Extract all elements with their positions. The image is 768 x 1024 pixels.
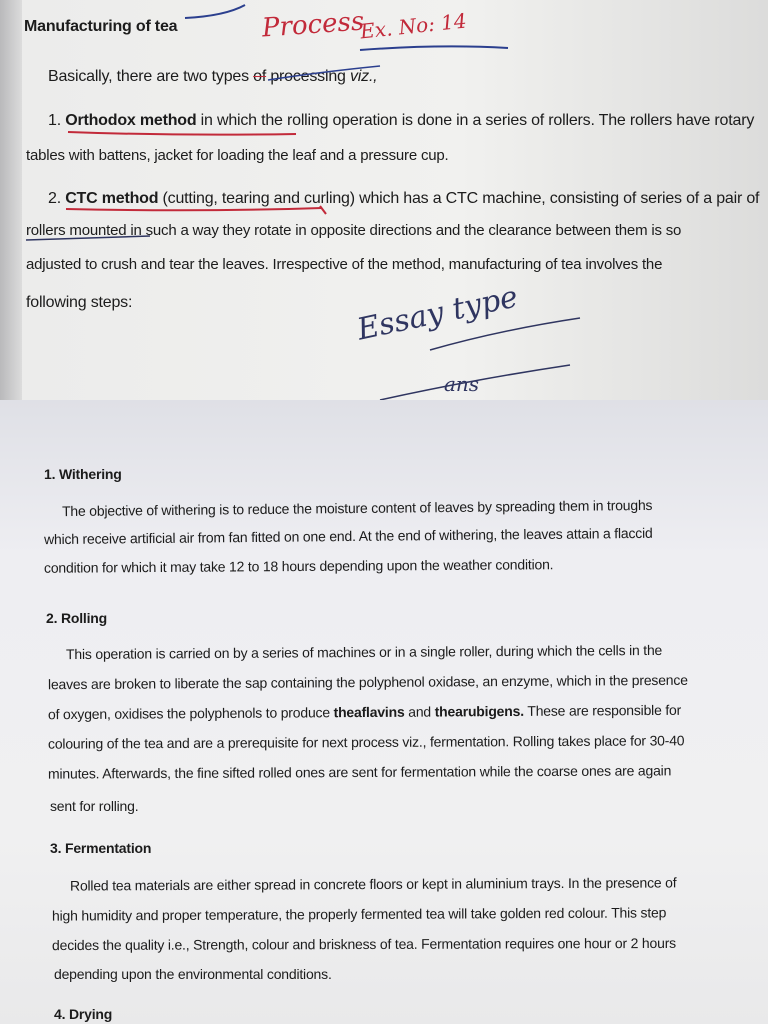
- rolling-line: of oxygen, oxidises the polyphenols to produce theaflavins and thearubigens. These are responsible for: [47, 701, 682, 723]
- rolling-line: This operation is carried on by a series of machines or in a single roller, during which the cells in the: [65, 641, 663, 663]
- item-ctc: 2. CTC method (cutting, tearing and curling) which has a CTC machine, consisting of series of a pair of: [48, 190, 760, 207]
- essay-type-note: Essay type: [354, 279, 521, 348]
- fermentation-line: high humidity and proper temperature, the properly fermented tea will take golden red colour. This step: [51, 904, 667, 924]
- item-orthodox: 1. Orthodox method in which the rolling operation is done in a series of rollers. The rollers have rotary: [48, 112, 755, 129]
- rolling-line: sent for rolling.: [50, 798, 139, 814]
- rolling-line: colouring of the tea and are a prerequisite for next process viz., fermentation. Rolling takes place for 30-40: [47, 732, 685, 752]
- ans-note: ans: [444, 372, 480, 396]
- withering-line: condition for which it may take 12 to 18 hours depending upon the weather condition.: [43, 556, 554, 576]
- section-heading-withering: 1. Withering: [44, 466, 122, 482]
- page-title: Manufacturing of tea: [24, 18, 178, 35]
- section-heading-fermentation: 3. Fermentation: [50, 840, 152, 856]
- fermentation-line: decides the quality i.e., Strength, colour and briskness of tea. Fermentation requires one hour or 2 hours: [51, 934, 676, 954]
- rolling-line: leaves are broken to liberate the sap containing the polyphenol oxidase, an enzyme, which in the presence: [47, 671, 688, 693]
- withering-line: The objective of withering is to reduce the moisture content of leaves by spreading them in troughs: [61, 496, 653, 520]
- withering-line: which receive artificial air from fan fitted on one end. At the end of withering, the leaves attain a flaccid: [43, 524, 653, 548]
- rolling-line: minutes. Afterwards, the fine sifted rolled ones are sent for fermentation while the coarse ones are again: [47, 762, 672, 782]
- intro-line: Basically, there are two types of processing viz.,: [48, 68, 378, 85]
- bottom-page-photo: [0, 400, 768, 1024]
- fermentation-line: Rolled tea materials are either spread in concrete floors or kept in aluminium trays. In the presence of: [69, 874, 677, 894]
- item-ctc-line4: following steps:: [26, 294, 133, 311]
- red-handwritten-note: Process: [261, 6, 366, 44]
- top-page-photo: [0, 0, 768, 400]
- item-ctc-line3: adjusted to crush and tear the leaves. Irrespective of the method, manufacturing of tea involves the: [26, 256, 663, 273]
- section-heading-rolling: 2. Rolling: [46, 610, 108, 626]
- fermentation-line: depending upon the environmental conditions.: [54, 966, 332, 982]
- item-ctc-line2: rollers mounted in such a way they rotate in opposite directions and the clearance between them is so: [26, 222, 682, 239]
- blue-handwritten-note: Ex. No: 14: [359, 8, 468, 44]
- section-heading-drying: 4. Drying: [54, 1006, 113, 1022]
- item-orthodox-line2: tables with battens, jacket for loading the leaf and a pressure cup.: [26, 147, 449, 164]
